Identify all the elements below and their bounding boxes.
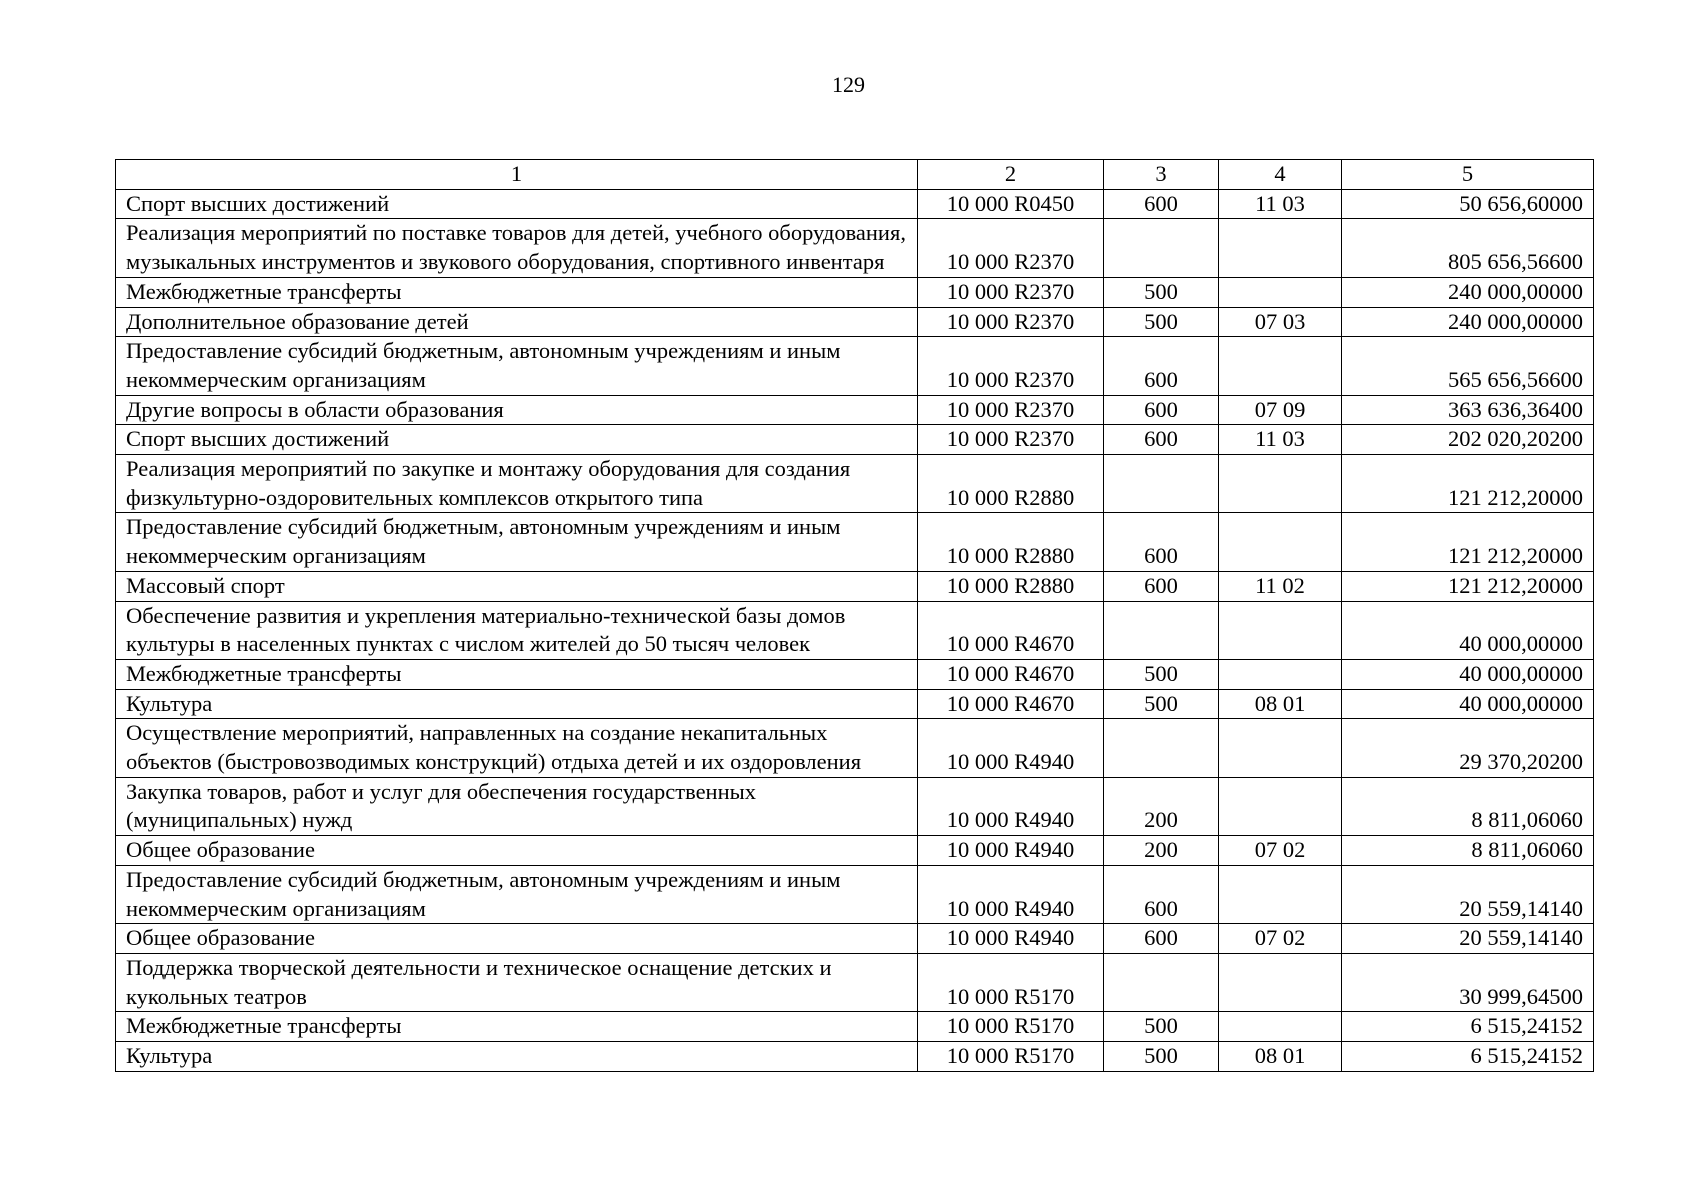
table-body (116, 189, 1594, 1071)
row-amount-cell: 8 811,06060 (1342, 836, 1594, 866)
row-name-cell: Межбюджетные трансферты (116, 659, 918, 689)
table-row (116, 395, 1594, 425)
row-expense-type-cell (1104, 219, 1219, 277)
row-section-cell: 07 02 (1219, 924, 1342, 954)
row-expense-type-cell (1104, 953, 1219, 1011)
row-code-cell: 10 000 R2370 (918, 395, 1104, 425)
column-header-4: 4 (1219, 160, 1342, 190)
column-header-1: 1 (116, 160, 918, 190)
row-section-cell (1219, 953, 1342, 1011)
row-section-cell: 11 02 (1219, 571, 1342, 601)
row-code-cell: 10 000 R2370 (918, 307, 1104, 337)
table-row (116, 953, 1594, 1011)
row-amount-cell: 240 000,00000 (1342, 277, 1594, 307)
row-name-cell: Культура (116, 1042, 918, 1072)
row-expense-type-cell: 600 (1104, 571, 1219, 601)
row-amount-cell: 121 212,20000 (1342, 513, 1594, 571)
row-section-cell (1219, 601, 1342, 659)
table-row (116, 455, 1594, 513)
row-amount-cell: 40 000,00000 (1342, 659, 1594, 689)
row-amount-cell: 40 000,00000 (1342, 601, 1594, 659)
row-amount-cell: 565 656,56600 (1342, 337, 1594, 395)
row-expense-type-cell (1104, 601, 1219, 659)
row-name-cell: Поддержка творческой деятельности и техническое оснащение детских и кукольных театров (116, 953, 918, 1011)
table-row (116, 513, 1594, 571)
row-expense-type-cell: 600 (1104, 865, 1219, 923)
row-amount-cell: 8 811,06060 (1342, 777, 1594, 835)
row-expense-type-cell: 500 (1104, 659, 1219, 689)
row-name-cell: Предоставление субсидий бюджетным, автономным учреждениям и иным некоммерческим организациям (116, 865, 918, 923)
row-amount-cell: 121 212,20000 (1342, 455, 1594, 513)
row-code-cell: 10 000 R2880 (918, 455, 1104, 513)
table-row (116, 571, 1594, 601)
row-section-cell: 08 01 (1219, 1042, 1342, 1072)
row-code-cell: 10 000 R2370 (918, 337, 1104, 395)
row-expense-type-cell: 500 (1104, 277, 1219, 307)
row-section-cell: 11 03 (1219, 189, 1342, 219)
table-row (116, 777, 1594, 835)
row-amount-cell: 30 999,64500 (1342, 953, 1594, 1011)
row-amount-cell: 6 515,24152 (1342, 1042, 1594, 1072)
row-expense-type-cell: 500 (1104, 307, 1219, 337)
row-name-cell: Спорт высших достижений (116, 425, 918, 455)
row-code-cell: 10 000 R4940 (918, 924, 1104, 954)
row-code-cell: 10 000 R4670 (918, 689, 1104, 719)
row-name-cell: Культура (116, 689, 918, 719)
table-row (116, 601, 1594, 659)
row-section-cell (1219, 777, 1342, 835)
column-header-3: 3 (1104, 160, 1219, 190)
table-row (116, 1012, 1594, 1042)
row-amount-cell: 20 559,14140 (1342, 865, 1594, 923)
row-expense-type-cell: 600 (1104, 189, 1219, 219)
row-name-cell: Другие вопросы в области образования (116, 395, 918, 425)
row-code-cell: 10 000 R4670 (918, 659, 1104, 689)
row-name-cell: Реализация мероприятий по поставке товаров для детей, учебного оборудования, музыкальных инструментов и звукового оборудования, спортивного инвентаря (116, 219, 918, 277)
row-amount-cell: 202 020,20200 (1342, 425, 1594, 455)
row-expense-type-cell: 600 (1104, 513, 1219, 571)
row-section-cell (1219, 513, 1342, 571)
row-name-cell: Предоставление субсидий бюджетным, автономным учреждениям и иным некоммерческим организациям (116, 337, 918, 395)
row-amount-cell: 20 559,14140 (1342, 924, 1594, 954)
row-section-cell (1219, 865, 1342, 923)
table-row (116, 337, 1594, 395)
row-section-cell: 11 03 (1219, 425, 1342, 455)
table-header-row (116, 160, 1594, 190)
table-row (116, 924, 1594, 954)
table-row (116, 425, 1594, 455)
row-expense-type-cell: 600 (1104, 395, 1219, 425)
row-expense-type-cell: 200 (1104, 836, 1219, 866)
row-section-cell (1219, 455, 1342, 513)
row-amount-cell: 805 656,56600 (1342, 219, 1594, 277)
row-code-cell: 10 000 R0450 (918, 189, 1104, 219)
row-amount-cell: 240 000,00000 (1342, 307, 1594, 337)
table-row (116, 219, 1594, 277)
row-code-cell: 10 000 R2370 (918, 277, 1104, 307)
row-section-cell (1219, 219, 1342, 277)
row-amount-cell: 40 000,00000 (1342, 689, 1594, 719)
column-header-5: 5 (1342, 160, 1594, 190)
row-expense-type-cell: 600 (1104, 337, 1219, 395)
row-section-cell: 07 02 (1219, 836, 1342, 866)
table-row (116, 719, 1594, 777)
row-name-cell: Дополнительное образование детей (116, 307, 918, 337)
row-code-cell: 10 000 R2370 (918, 425, 1104, 455)
row-name-cell: Массовый спорт (116, 571, 918, 601)
row-name-cell: Реализация мероприятий по закупке и монтажу оборудования для создания физкультурно-оздоровительных комплексов открытого типа (116, 455, 918, 513)
row-amount-cell: 121 212,20000 (1342, 571, 1594, 601)
row-name-cell: Осуществление мероприятий, направленных на создание некапитальных объектов (быстровозводимых конструкций) отдыха детей и их оздоровления (116, 719, 918, 777)
row-section-cell (1219, 659, 1342, 689)
column-header-2: 2 (918, 160, 1104, 190)
row-section-cell (1219, 277, 1342, 307)
row-section-cell: 07 03 (1219, 307, 1342, 337)
row-amount-cell: 50 656,60000 (1342, 189, 1594, 219)
table-row (116, 307, 1594, 337)
row-name-cell: Закупка товаров, работ и услуг для обеспечения государственных (муниципальных) нужд (116, 777, 918, 835)
table-row (116, 836, 1594, 866)
row-expense-type-cell (1104, 719, 1219, 777)
row-section-cell (1219, 337, 1342, 395)
table-row (116, 689, 1594, 719)
row-code-cell: 10 000 R5170 (918, 1012, 1104, 1042)
budget-table (115, 159, 1594, 1072)
row-code-cell: 10 000 R2880 (918, 571, 1104, 601)
row-code-cell: 10 000 R4940 (918, 777, 1104, 835)
row-expense-type-cell: 500 (1104, 689, 1219, 719)
row-expense-type-cell: 200 (1104, 777, 1219, 835)
row-expense-type-cell (1104, 455, 1219, 513)
row-name-cell: Общее образование (116, 924, 918, 954)
row-name-cell: Обеспечение развития и укрепления материально-технической базы домов культуры в населенных пунктах с числом жителей до 50 тысяч человек (116, 601, 918, 659)
row-name-cell: Предоставление субсидий бюджетным, автономным учреждениям и иным некоммерческим организациям (116, 513, 918, 571)
row-code-cell: 10 000 R2370 (918, 219, 1104, 277)
row-code-cell: 10 000 R4940 (918, 865, 1104, 923)
row-code-cell: 10 000 R5170 (918, 1042, 1104, 1072)
table-row (116, 277, 1594, 307)
row-name-cell: Спорт высших достижений (116, 189, 918, 219)
table-row (116, 865, 1594, 923)
row-amount-cell: 6 515,24152 (1342, 1012, 1594, 1042)
row-amount-cell: 29 370,20200 (1342, 719, 1594, 777)
row-code-cell: 10 000 R4670 (918, 601, 1104, 659)
table-row (116, 659, 1594, 689)
row-amount-cell: 363 636,36400 (1342, 395, 1594, 425)
row-section-cell: 07 09 (1219, 395, 1342, 425)
row-code-cell: 10 000 R4940 (918, 836, 1104, 866)
row-expense-type-cell: 500 (1104, 1012, 1219, 1042)
row-code-cell: 10 000 R4940 (918, 719, 1104, 777)
row-section-cell (1219, 719, 1342, 777)
row-expense-type-cell: 600 (1104, 425, 1219, 455)
row-name-cell: Общее образование (116, 836, 918, 866)
row-code-cell: 10 000 R5170 (918, 953, 1104, 1011)
row-expense-type-cell: 600 (1104, 924, 1219, 954)
row-name-cell: Межбюджетные трансферты (116, 277, 918, 307)
table-row (116, 189, 1594, 219)
row-name-cell: Межбюджетные трансферты (116, 1012, 918, 1042)
table-row (116, 1042, 1594, 1072)
row-section-cell (1219, 1012, 1342, 1042)
row-code-cell: 10 000 R2880 (918, 513, 1104, 571)
row-section-cell: 08 01 (1219, 689, 1342, 719)
row-expense-type-cell: 500 (1104, 1042, 1219, 1072)
page-number: 129 (832, 72, 865, 97)
